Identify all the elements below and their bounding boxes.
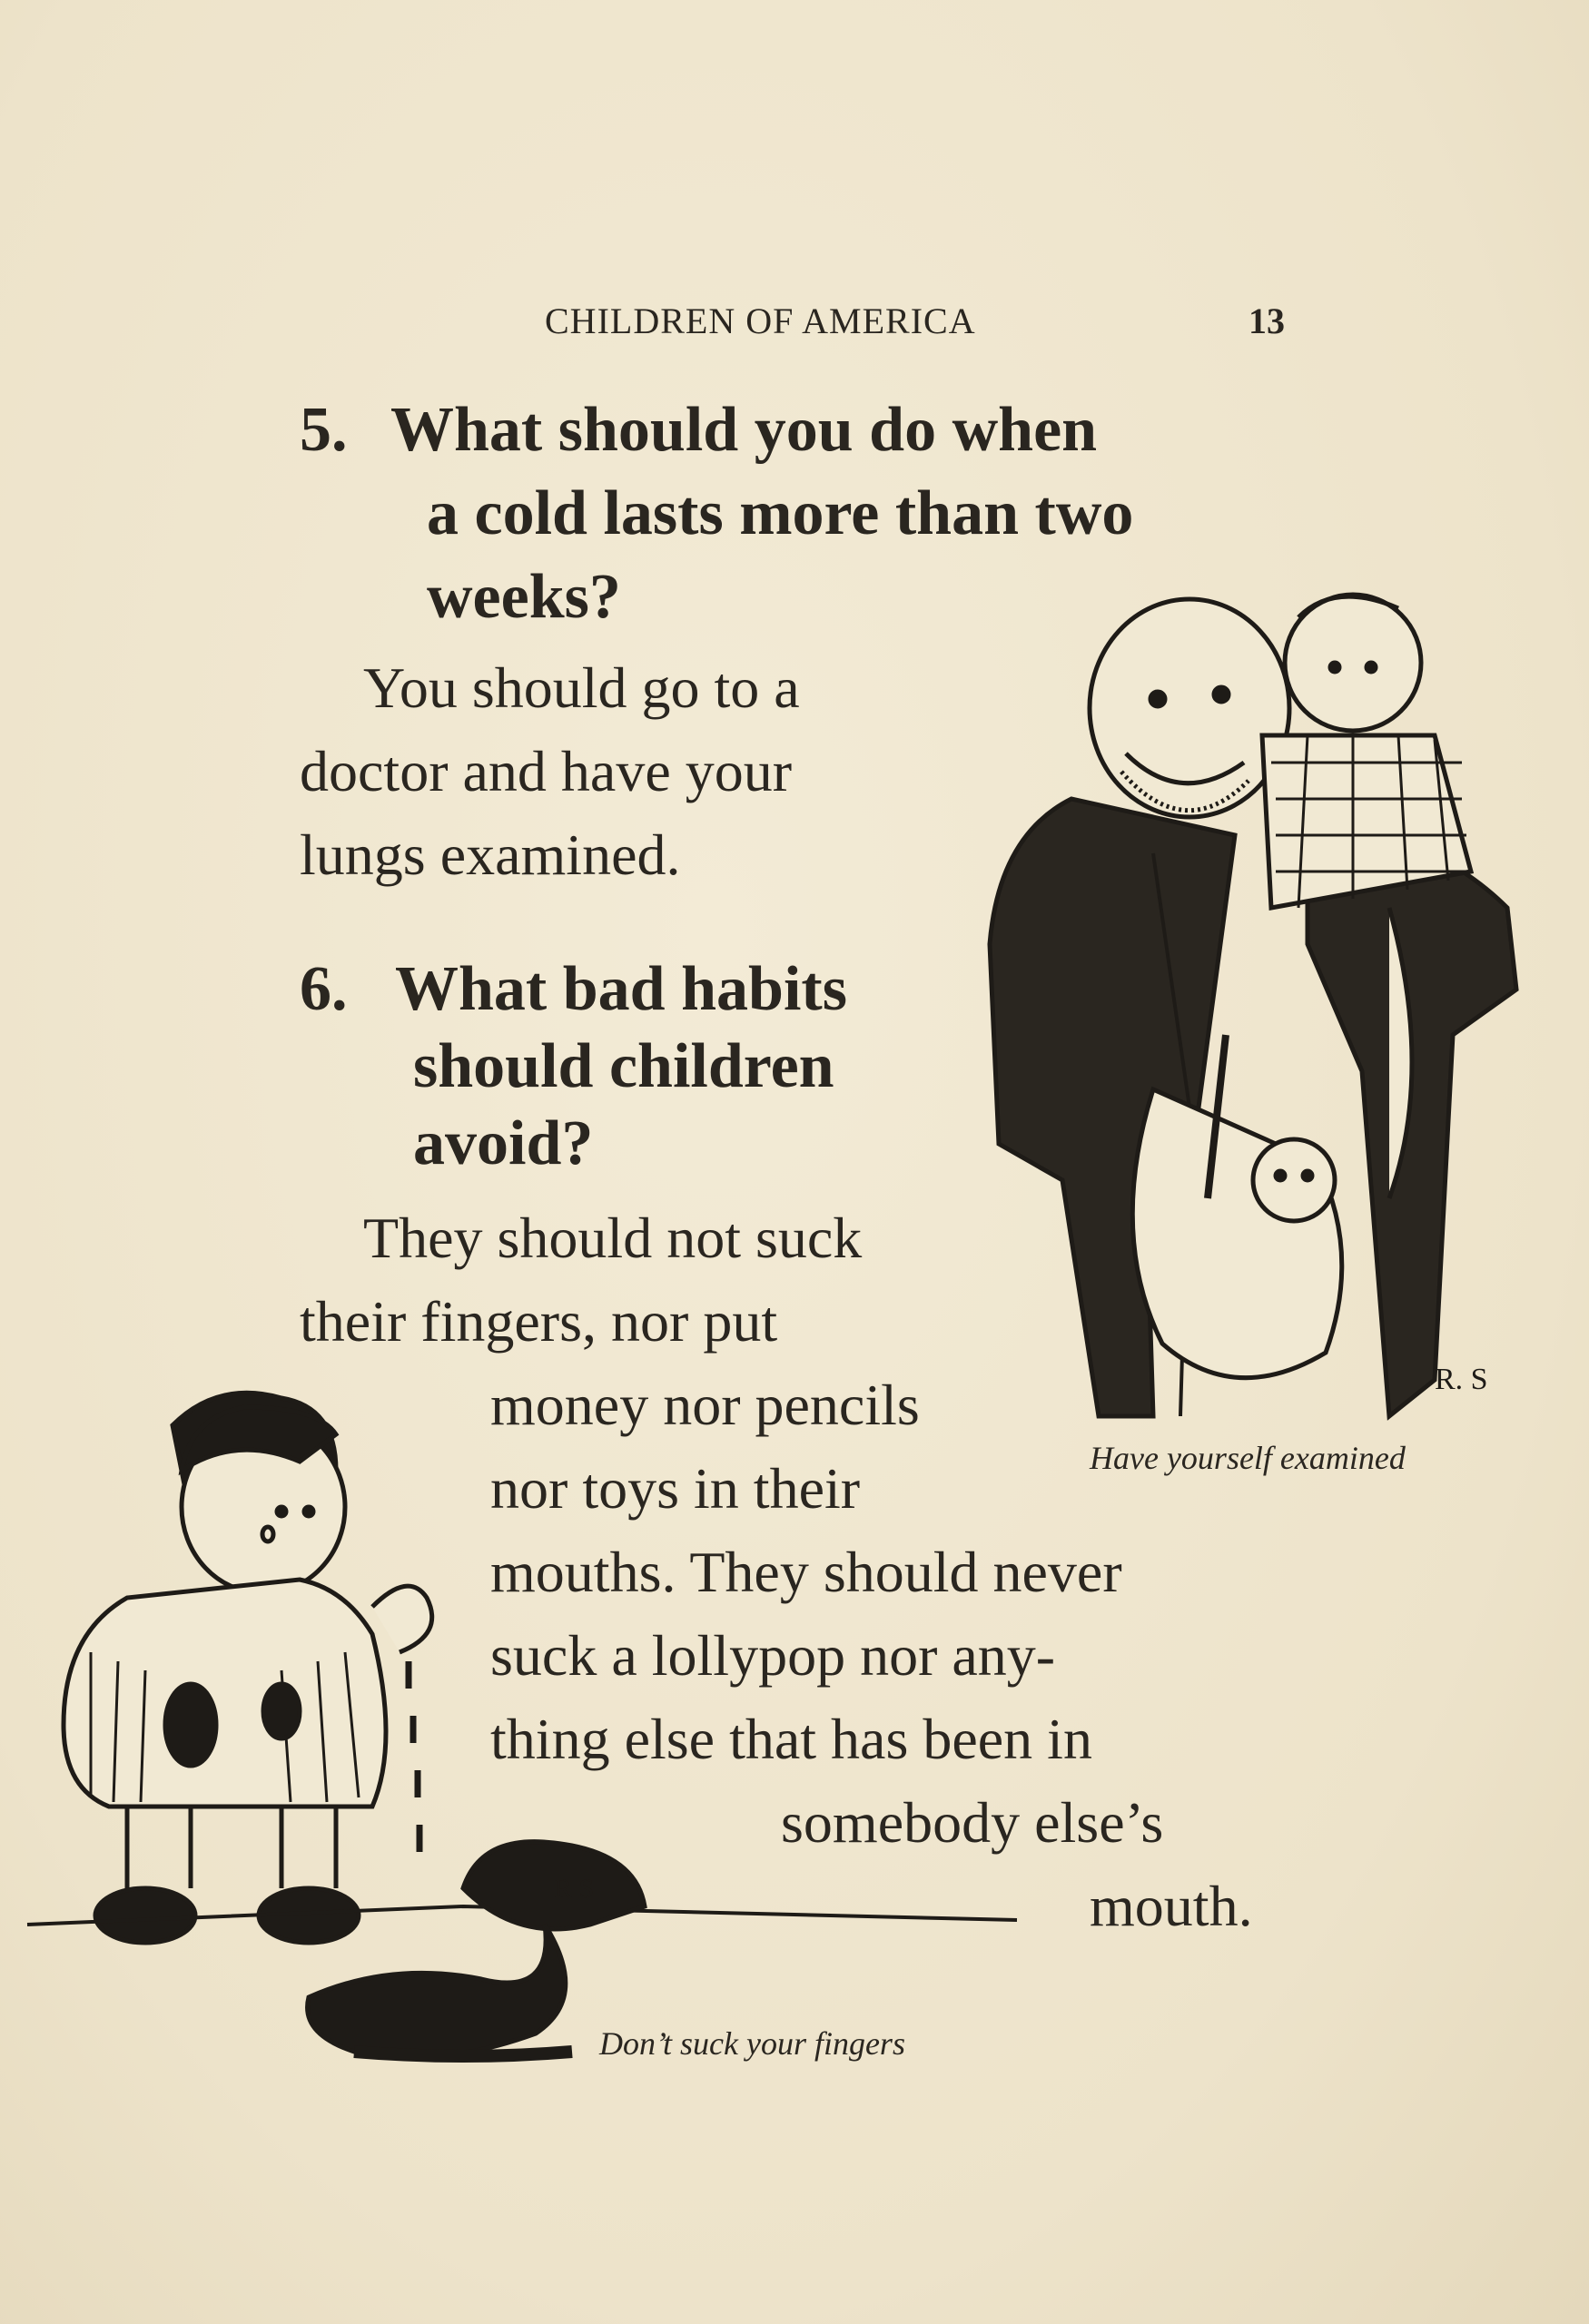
question-line: should children [413, 1031, 834, 1101]
child-caption: Don’t suck your fingers [599, 2025, 905, 2062]
doctor-holding-baby-illustration [962, 563, 1562, 1434]
question-line: What should you do when [390, 395, 1098, 465]
question-number: 6. [300, 954, 348, 1024]
question-number: 5. [300, 395, 348, 465]
answer-line: money nor pencils [490, 1373, 920, 1437]
answer-line: You should go to a [363, 655, 800, 720]
answer-line: doctor and have your [300, 739, 793, 803]
answer-line: lungs examined. [300, 822, 681, 887]
illustrator-initials: R S [554, 1874, 595, 1904]
question-line: weeks? [427, 562, 621, 632]
child-spilled-ink-illustration [9, 1362, 1035, 2088]
answer-line: their fingers, nor put [300, 1289, 778, 1354]
page-number: 13 [1248, 300, 1285, 341]
answer-line: somebody else’s [781, 1790, 1164, 1855]
question-line: avoid? [413, 1108, 594, 1178]
running-title: CHILDREN OF AMERICA [545, 300, 976, 341]
question-line: What bad habits [395, 954, 847, 1024]
answer-line: mouths. They should never [490, 1540, 1122, 1604]
answer-line: nor toys in their [490, 1456, 861, 1521]
doctor-caption: Have yourself examined [1090, 1440, 1406, 1476]
answer-line: mouth. [1090, 1874, 1253, 1938]
answer-line: They should not suck [363, 1206, 863, 1270]
question-line: a cold lasts more than two [427, 478, 1134, 548]
illustrator-initials: R. S [1435, 1363, 1488, 1396]
answer-line: suck a lollypop nor any- [490, 1623, 1056, 1688]
answer-line: thing else that has been in [490, 1707, 1092, 1771]
